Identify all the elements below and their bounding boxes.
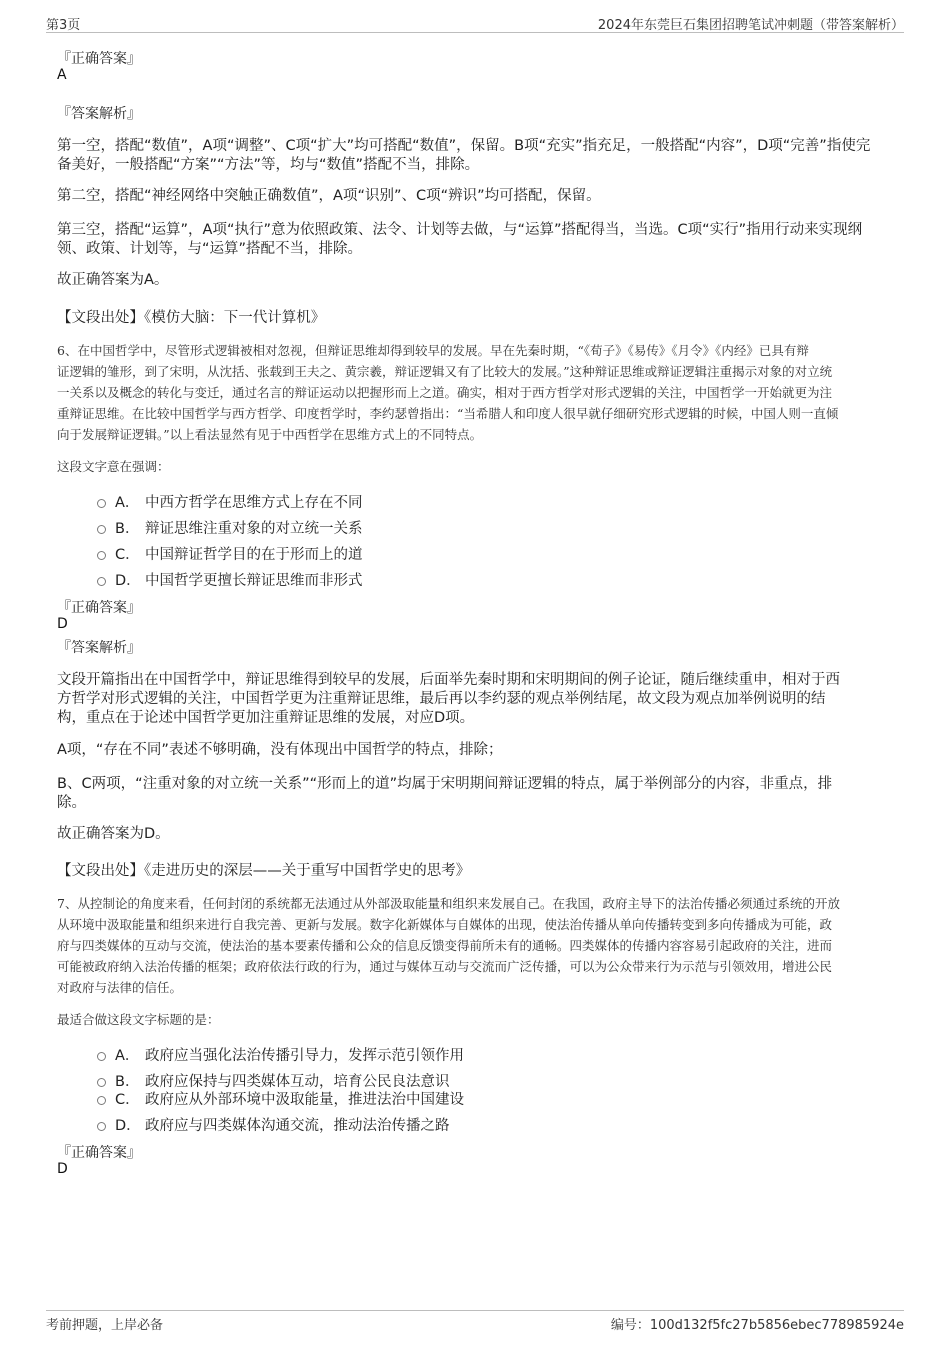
q7-prompt: 最适合做这段文字标题的是： — [57, 1012, 220, 1027]
q7-answer: D — [57, 1161, 68, 1177]
q6-analysis-label: 『答案解析』 — [57, 640, 141, 656]
q6-option-a[interactable]: A． 中西方哲学在思维方式上存在不同 — [97, 491, 363, 511]
footer-slogan: 考前押题，上岸必备 — [46, 1318, 164, 1333]
q6-answer: D — [57, 616, 68, 632]
q5-analysis-label: 『答案解析』 — [57, 106, 141, 122]
q6-analysis-p4: 故正确答案为D。 — [57, 826, 170, 842]
q7-option-b[interactable]: B． 政府应保持与四类媒体互动，培育公民良法意识 — [97, 1070, 450, 1090]
q6-analysis-p2: A项，“存在不同”表述不够明确，没有体现出中国哲学的特点，排除； — [57, 742, 503, 758]
radio-icon[interactable] — [97, 551, 106, 560]
radio-icon[interactable] — [97, 1078, 106, 1087]
q6-prompt: 这段文字意在强调： — [57, 459, 170, 474]
document-id: 编号：100d132f5fc27b5856ebec778985924e — [610, 1318, 904, 1333]
q6-question-text: 6、在中国哲学中，尽管形式逻辑被相对忽视，但辩证思维却得到较早的发展。早在先秦时期，“《荀子》《易传》《月令》《内经》已具有辩 证逻辑的雏形，到了宋明，从沈括、张载到王夫之、黄宗羲，辩证逻辑又有了比较大的发展。”这种辩证思维或辩证逻辑注重揭示对象的对立统 一关系以及概念的转化与变迁，通过名言的辩证运动以把握形而上之道。确实，相对于西方哲学对形式逻辑的关注，中国哲学一开始就更为注 重辩证思维。在比较中国哲学与西方哲学、印度哲学时，李约瑟曾指出：“当希腊人和印度人很早就仔细研究形式逻辑的时候，中国人则一直倾 向于发展辩证逻辑。”以上看法显然有见于中西哲学在思维方式上的不同特点。 — [57, 343, 839, 442]
q6-option-c[interactable]: C． 中国辩证哲学目的在于形而上的道 — [97, 543, 363, 563]
radio-icon[interactable] — [97, 577, 106, 586]
q5-answer-label: 『正确答案』 — [57, 51, 141, 67]
q5-analysis-p3: 第三空，搭配“运算”，A项“执行”意为依照政策、法令、计划等去做，与“运算”搭配得当，当选。C项“实行”指用行动来实现纲 领、政策、计划等，与“运算”搭配不当，排除。 — [57, 222, 863, 257]
q7-question-text: 7、从控制论的角度来看，任何封闭的系统都无法通过从外部汲取能量和组织来发展自己。在我国，政府主导下的法治传播必须通过系统的开放 从环境中汲取能量和组织来进行自我完善、更新与发展。数字化新媒体与自媒体的出现，使法治传播从单向传播转变到多向传播成为可能，政 府与四类媒体的互动与交流，使法治的基本要素传播和公众的信息反馈变得前所未有的通畅。四类媒体的传播内容容易引起政府的关注，进而 可能被政府纳入法治传播的框架；政府依法行政的行为，通过与媒体互动与交流而广泛传播，可以为公众带来行为示范与引领效用，增进公民 对政府与法律的信任。 — [57, 896, 840, 995]
q5-source: 【文段出处】《模仿大脑：下一代计算机》 — [57, 310, 326, 326]
q6-option-b[interactable]: B． 辩证思维注重对象的对立统一关系 — [97, 517, 363, 537]
q6-analysis-p1: 文段开篇指出在中国哲学中，辩证思维得到较早的发展，后面举先秦时期和宋明期间的例子论证，随后继续重申，相对于西 方哲学对形式逻辑的关注，中国哲学更为注重辩证思维，最后再以李约瑟的观点举例结尾，故文段为观点加举例说明的结 构，重点在于论述中国哲学更加注重辩证思维的发展，对应D项。 — [57, 672, 840, 726]
q6-answer-label: 『正确答案』 — [57, 600, 141, 616]
q5-analysis-p4: 故正确答案为A。 — [57, 272, 169, 288]
page-number: 第3页 — [46, 18, 81, 33]
q7-answer-label: 『正确答案』 — [57, 1145, 141, 1161]
q5-answer: A — [57, 67, 67, 83]
q6-option-d[interactable]: D． 中国哲学更擅长辩证思维而非形式 — [97, 569, 363, 589]
q7-option-d[interactable]: D． 政府应与四类媒体沟通交流，推动法治传播之路 — [97, 1114, 450, 1134]
radio-icon[interactable] — [97, 525, 106, 534]
q7-option-c[interactable]: C． 政府应从外部环境中汲取能量，推进法治中国建设 — [97, 1088, 464, 1108]
document-title: 2024年东莞巨石集团招聘笔试冲刺题（带答案解析） — [597, 18, 904, 33]
radio-icon[interactable] — [97, 1096, 106, 1105]
q6-analysis-p3: B、C两项，“注重对象的对立统一关系”“形而上的道”均属于宋明期间辩证逻辑的特点，属于举例部分的内容，非重点，排 除。 — [57, 776, 833, 811]
radio-icon[interactable] — [97, 499, 106, 508]
page-footer — [46, 1310, 904, 1341]
q6-source: 【文段出处】《走进历史的深层——关于重写中国哲学史的思考》 — [57, 863, 471, 879]
q5-analysis-p2: 第二空，搭配“神经网络中突触正确数值”，A项“识别”、C项“辨识”均可搭配，保留。 — [57, 188, 601, 204]
radio-icon[interactable] — [97, 1122, 106, 1131]
page-header — [46, 12, 904, 33]
q7-option-a[interactable]: A． 政府应当强化法治传播引导力，发挥示范引领作用 — [97, 1044, 464, 1064]
q5-analysis-p1: 第一空，搭配“数值”，A项“调整”、C项“扩大”均可搭配“数值”，保留。B项“充实”指充足，一般搭配“内容”，D项“完善”指使完 备美好，一般搭配“方案”“方法”等，均与“数值”搭配不当，排除。 — [57, 138, 871, 173]
radio-icon[interactable] — [97, 1052, 106, 1061]
